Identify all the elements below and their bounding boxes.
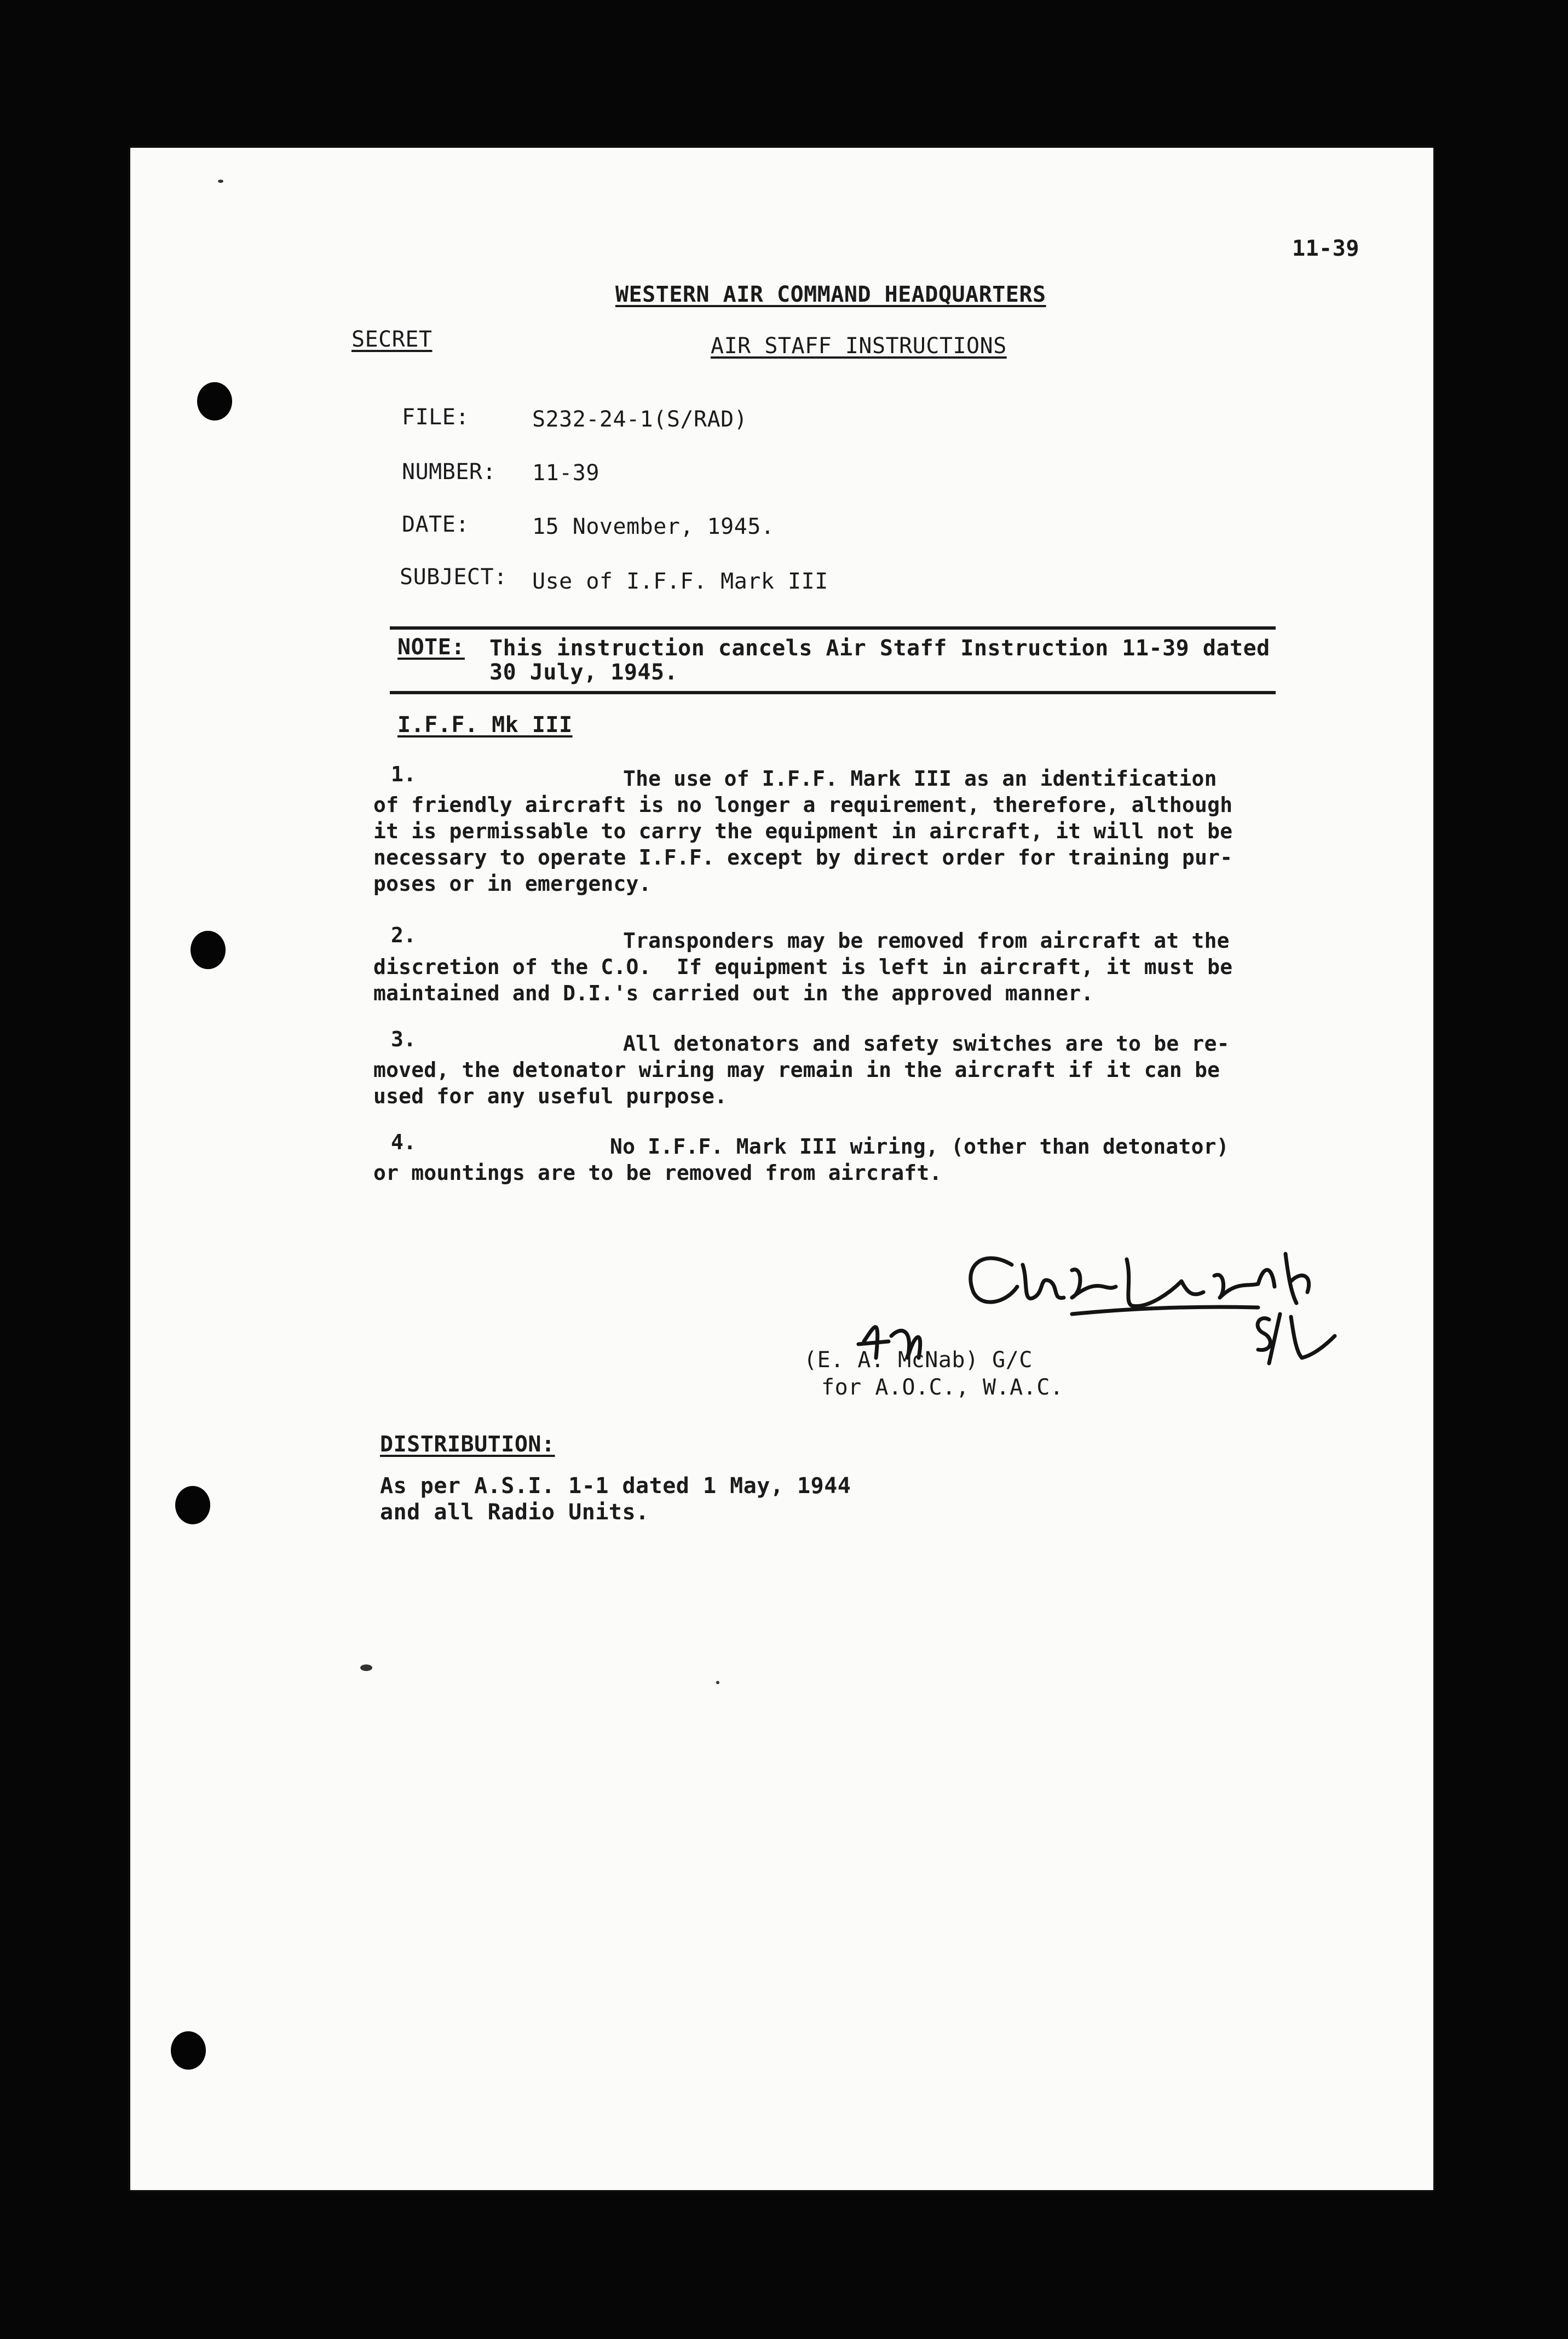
paragraph-line: used for any useful purpose. (373, 1084, 728, 1108)
field-label-file: FILE: (402, 405, 469, 430)
paragraph-line: maintained and D.I.'s carried out in the approved manner. (373, 981, 1094, 1005)
document-page (130, 148, 1433, 2190)
note-label: NOTE: (397, 635, 465, 660)
paragraph-line: moved, the detonator wiring may remain in the aircraft if it can be (373, 1058, 1220, 1082)
paragraph-line: No I.F.F. Mark III wiring, (other than detonator) (610, 1134, 1229, 1159)
note-rule-top (390, 626, 1276, 630)
document-number-top: 11-39 (1292, 236, 1359, 261)
paragraph-4-body (373, 1133, 1229, 1186)
paragraph-number: 4. (391, 1130, 417, 1154)
paragraph-line: poses or in emergency. (373, 872, 652, 896)
paragraph-line: or mountings are to be removed from aircraft. (373, 1161, 942, 1185)
paragraph-line: discretion of the C.O. If equipment is left in aircraft, it must be (373, 955, 1233, 979)
paragraph-3-body (373, 1030, 1230, 1109)
paragraph-1-body (373, 765, 1232, 897)
note-rule-bottom (390, 691, 1276, 694)
paragraph-line: necessary to operate I.F.F. except by direct order for training pur- (373, 845, 1233, 869)
distribution-heading: DISTRIBUTION: (380, 1432, 555, 1457)
paragraph-line: it is permissable to carry the equipment in aircraft, it will not be (373, 819, 1233, 843)
paragraph-line: of friendly aircraft is no longer a requirement, therefore, although (373, 793, 1233, 817)
classification-label: SECRET (351, 327, 433, 352)
paragraph-2-body (373, 927, 1232, 1006)
paragraph-number: 1. (391, 762, 417, 786)
field-value-date: 15 November, 1945. (532, 514, 775, 539)
field-value-number: 11-39 (532, 460, 599, 486)
distribution-line-2: and all Radio Units. (380, 1500, 649, 1525)
org-heading: WESTERN AIR COMMAND HEADQUARTERS (615, 282, 1046, 307)
section-heading: I.F.F. Mk III (397, 712, 573, 738)
paragraph-number: 3. (391, 1027, 417, 1051)
punch-hole (171, 2031, 206, 2070)
field-label-date: DATE: (402, 512, 469, 537)
signatory-for: for A.O.C., W.A.C. (821, 1375, 1064, 1400)
field-label-subject: SUBJECT: (400, 564, 508, 590)
speck (360, 1664, 372, 1671)
paragraph-line: The use of I.F.F. Mark III as an identification (623, 767, 1217, 791)
field-label-number: NUMBER: (402, 459, 497, 485)
note-line-1: This instruction cancels Air Staff Instruction 11-39 dated (489, 636, 1270, 661)
note-line-2: 30 July, 1945. (489, 660, 678, 685)
speck (218, 180, 223, 183)
paragraph-line: All detonators and safety switches are to be re- (623, 1032, 1230, 1056)
signatory-name: (E. A. McNab) G/C (804, 1347, 1033, 1373)
distribution-line-1: As per A.S.I. 1-1 dated 1 May, 1944 (380, 1473, 851, 1499)
series-heading: AIR STAFF INSTRUCTIONS (711, 333, 1007, 359)
punch-hole (191, 931, 226, 969)
field-value-file: S232-24-1(S/RAD) (532, 407, 748, 432)
punch-hole (175, 1486, 210, 1524)
field-value-subject: Use of I.F.F. Mark III (532, 569, 828, 594)
punch-hole (197, 382, 232, 420)
paragraph-line: Transponders may be removed from aircraft at the (623, 929, 1230, 953)
speck (716, 1681, 719, 1684)
paragraph-number: 2. (391, 923, 417, 947)
